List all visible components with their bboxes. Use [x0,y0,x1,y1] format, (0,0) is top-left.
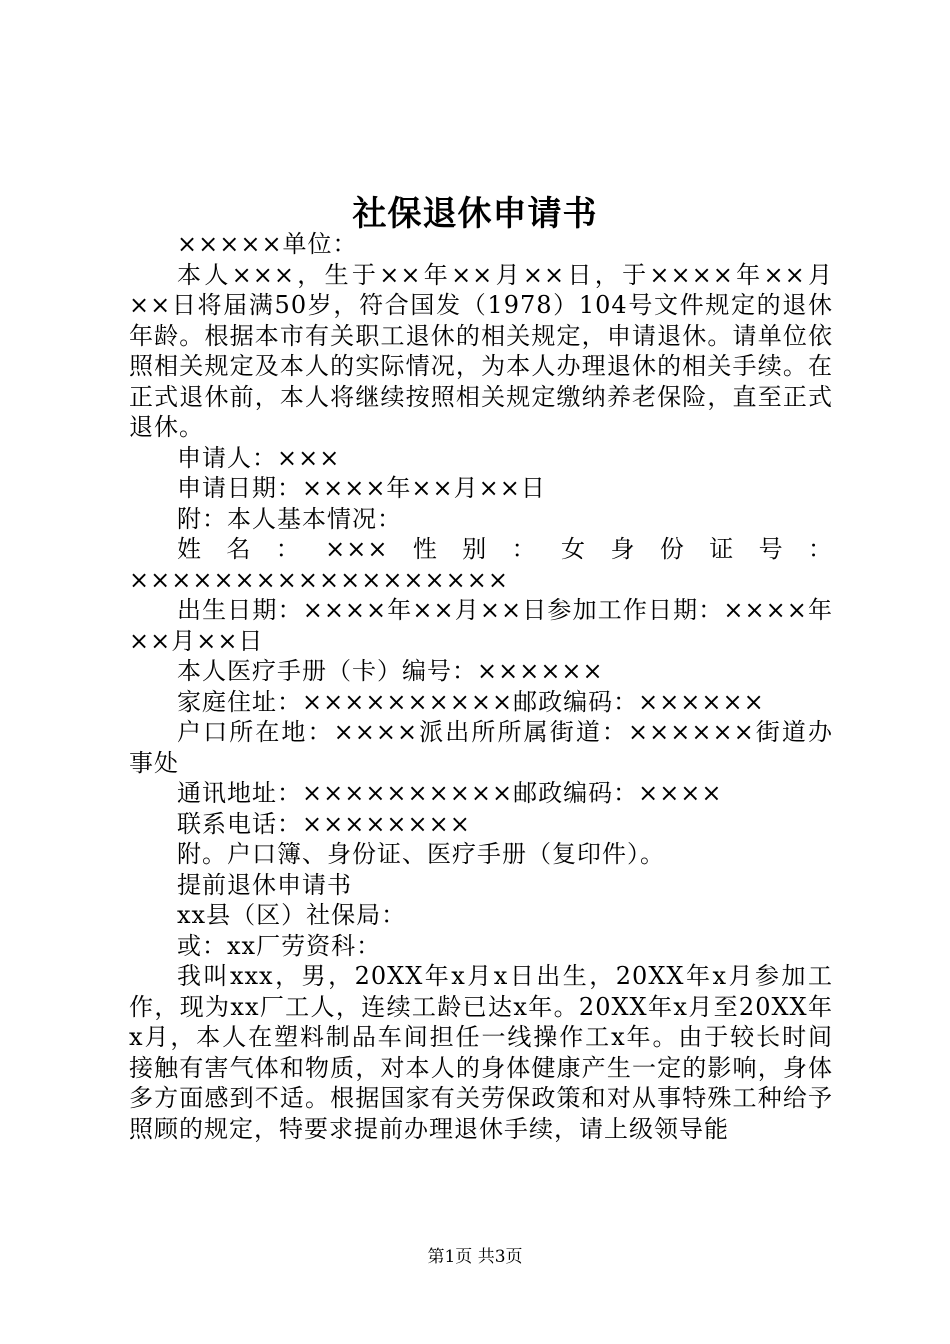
paragraph-bureau-addressee: xx县（区）社保局： [177,901,407,929]
paragraph-early-retirement-heading: 提前退休申请书 [177,870,352,899]
paragraph-name-id: 姓名：×××性别：女身份证号：×××××××××××××××××× [129,535,833,594]
paragraph-birth-work-date: 出生日期：××××年××月××日参加工作日期：××××年××月××日 [129,596,833,655]
paragraph-alt-addressee: 或：xx厂劳资科： [177,931,382,960]
paragraph-addressee: ×××××单位： [177,230,358,258]
paragraph-household-registration: 户口所在地：××××派出所所属街道：××××××街道办事处 [129,718,833,777]
paragraph-mailing-address: 通讯地址：××××××××××邮政编码：×××× [177,779,723,807]
paragraph-early-retirement-body: 我叫xxx，男，20XX年x月x日出生，20XX年x月参加工作，现为xx厂工人，连续工龄已达x年。20XX年x月至20XX年x月，本人在塑料制品车间担任一线操作工x年。由于较长时间接触有害气体和物质，对本人的身体健康产生一定的影响，身体多方面感到不适。根据国家有关劳保政策和对从事特殊工种给予照顾的规定，特要求提前办理退休手续，请上级领导能 [129,962,833,1143]
paragraph-medical-card: 本人医疗手册（卡）编号：×××××× [177,657,604,685]
paragraph-date: 申请日期：××××年××月××日 [177,474,546,502]
paragraph-phone: 联系电话：×××××××× [177,809,471,838]
paragraph-application: 本人×××，生于××年××月××日，于××××年××月××日将届满50岁，符合国发（1978）104号文件规定的退休年龄。根据本市有关职工退休的相关规定，申请退休。请单位依照相关规定及本人的实际情况，为本人办理退休的相关手续。在正式退休前，本人将继续按照相关规定缴纳养老保险，直至正式退休。 [129,260,833,441]
paragraph-attachment-heading: 附：本人基本情况： [177,504,402,533]
paragraph-applicant: 申请人：××× [177,443,341,472]
paragraph-attachments: 附。户口簿、身份证、医疗手册（复印件）。 [177,840,665,868]
document-title: 社保退休申请书 [352,194,598,234]
page-number: 第1页 共3页 [427,1247,523,1267]
document-body [129,229,833,1144]
paragraph-home-address: 家庭住址：××××××××××邮政编码：×××××× [177,687,765,716]
